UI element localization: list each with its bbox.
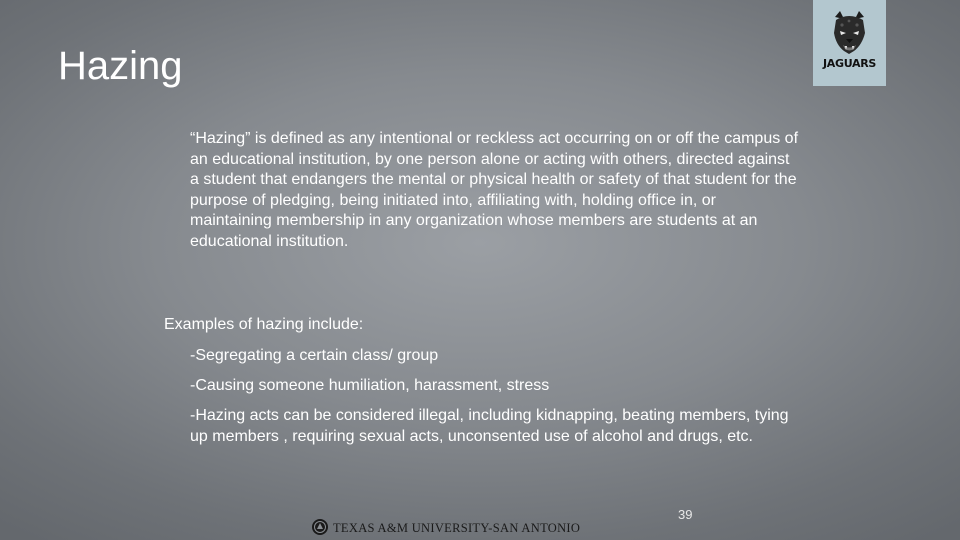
jaguar-head-icon xyxy=(813,0,886,86)
example-item: -Segregating a certain class/ group xyxy=(190,347,439,364)
hazing-definition: “Hazing” is defined as any intentional or reckless act occurring on or off the campus of an educational institution, by one person alone or acting with others, directed against a student that endangers the mental or physical health or safety of that student for the purpose of pledging, being initiated into, affiliating with, holding office in, or maintaining membership in any organization whose members are students at an educational institution. xyxy=(190,130,799,250)
page-number: 39 xyxy=(678,507,693,522)
examples-heading: Examples of hazing include: xyxy=(164,316,364,333)
university-emblem-icon xyxy=(311,518,329,536)
logo-text: JAGUARS xyxy=(822,57,877,70)
jaguars-logo xyxy=(813,0,886,86)
example-item: -Hazing acts can be considered illegal, including kidnapping, beating members, tying up members , requiring sexual acts, unconsented use of alcohol and drugs, etc. xyxy=(190,407,789,445)
example-item: -Causing someone humiliation, harassment, stress xyxy=(190,377,550,394)
footer-university-name: TEXAS A&M UNIVERSITY-SAN ANTONIO xyxy=(333,521,581,535)
slide-title: Hazing xyxy=(58,44,183,88)
